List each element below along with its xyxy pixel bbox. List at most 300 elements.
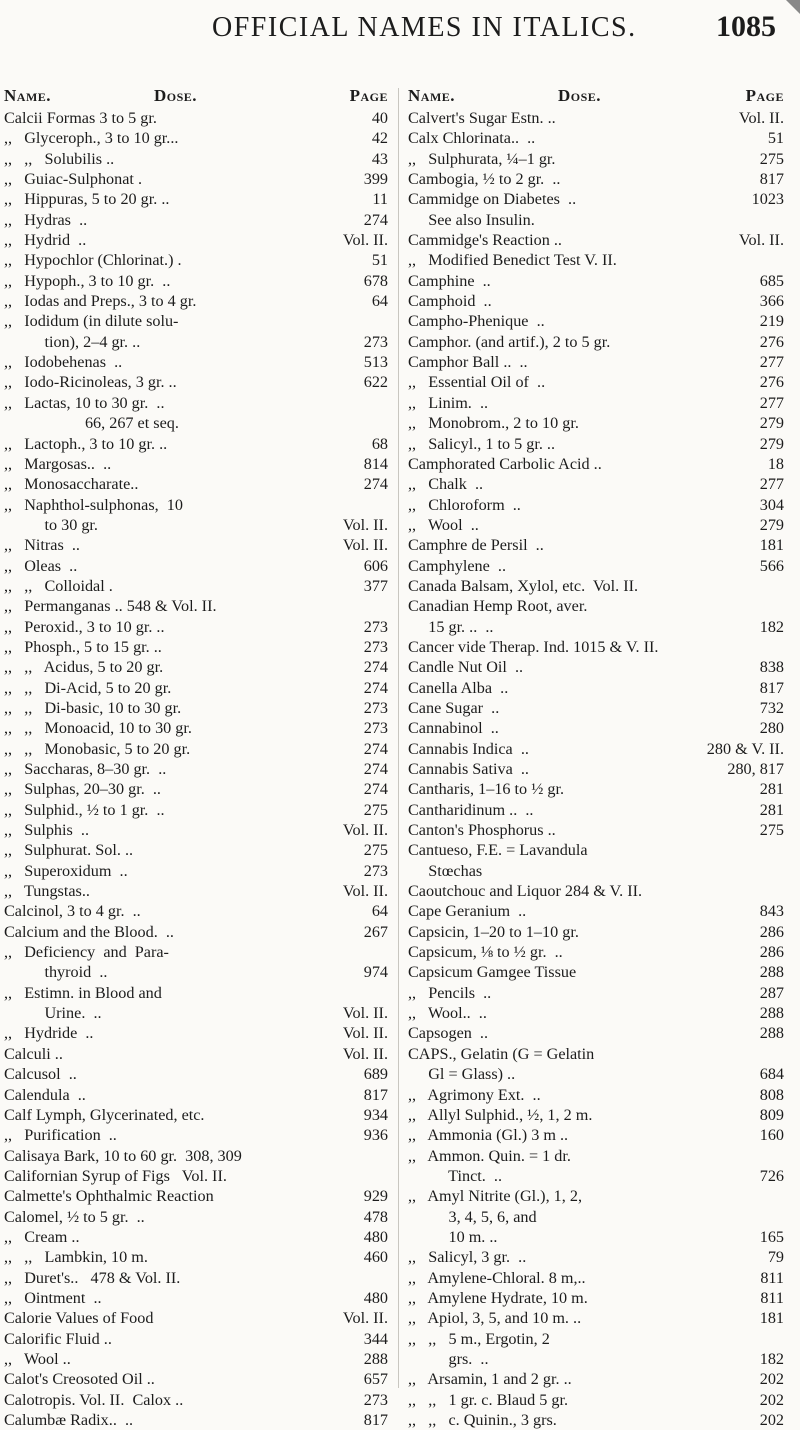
entry-text: Calomel, ½ to 5 gr. .. — [4, 1207, 145, 1226]
entry-page-ref: 273 — [363, 719, 388, 738]
entry-text: Capsogen .. — [408, 1024, 489, 1043]
index-entry — [4, 1329, 388, 1349]
entry-page-ref: 726 — [759, 1166, 784, 1185]
entry-text: ,, Hippuras, 5 to 20 gr. .. — [4, 190, 170, 209]
index-entry — [408, 617, 784, 637]
index-entry — [4, 840, 388, 860]
entry-text: ,, Duret's.. 478 & Vol. II. — [4, 1268, 181, 1287]
entry-text: ,, Phosph., 5 to 15 gr. .. — [4, 637, 162, 656]
index-entry — [4, 1247, 388, 1267]
entry-text: Camphorated Carbolic Acid .. — [408, 454, 602, 473]
index-entry — [408, 922, 784, 942]
entry-page-ref: 277 — [759, 393, 784, 412]
entry-text: ,, Iodobehenas .. — [4, 353, 123, 372]
entry-page-ref: 273 — [363, 332, 388, 351]
entry-text: ,, Sulphurata, ¼–1 gr. — [408, 149, 556, 168]
running-title: OFFICIAL NAMES IN ITALICS. — [212, 12, 637, 43]
index-entry — [408, 657, 784, 677]
index-entry — [4, 1125, 388, 1145]
index-entry — [4, 1349, 388, 1369]
entry-text: ,, Estimn. in Blood and — [4, 983, 162, 1002]
entry-text: Cammidge's Reaction .. — [408, 231, 562, 250]
index-entry — [408, 637, 784, 657]
index-entry — [408, 820, 784, 840]
entry-text: Calculi .. — [4, 1044, 63, 1063]
index-entry — [408, 332, 784, 352]
entry-page-ref: 288 — [363, 1349, 388, 1368]
entry-page-ref: 273 — [363, 617, 388, 636]
entry-page-ref: 974 — [363, 963, 388, 982]
index-entry — [4, 678, 388, 698]
entry-page-ref: 817 — [363, 1411, 388, 1429]
entry-text: ,, Chalk .. — [408, 475, 484, 494]
entry-text: Calisaya Bark, 10 to 60 gr. 308, 309 — [4, 1146, 242, 1165]
entry-page-ref: 64 — [371, 902, 388, 921]
index-entry — [408, 1329, 784, 1349]
index-entry — [408, 779, 784, 799]
entry-page-ref: 273 — [363, 861, 388, 880]
entry-text: to 30 gr. — [4, 515, 98, 534]
entry-page-ref: 566 — [759, 556, 784, 575]
index-entry — [408, 739, 784, 759]
entry-page-ref: 288 — [759, 1024, 784, 1043]
index-entry — [4, 1268, 388, 1288]
entry-page-ref: 64 — [371, 292, 388, 311]
index-entry — [408, 535, 784, 555]
index-entry — [408, 1349, 784, 1369]
index-entry — [408, 942, 784, 962]
entry-text: ,, Monobrom., 2 to 10 gr. — [408, 414, 579, 433]
index-entry — [4, 1085, 388, 1105]
index-entry — [408, 1369, 784, 1389]
column-header — [408, 86, 784, 108]
entry-page-ref: Vol. II. — [342, 515, 388, 534]
index-entry — [408, 271, 784, 291]
index-entry — [4, 189, 388, 209]
entry-page-ref: 366 — [759, 292, 784, 311]
index-entry — [4, 1105, 388, 1125]
entry-text: ,, Superoxidum .. — [4, 861, 128, 880]
index-entry — [4, 779, 388, 799]
entry-text: ,, ,, c. Quinin., 3 grs. — [408, 1411, 557, 1429]
entry-text: Canadian Hemp Root, aver. — [408, 597, 588, 616]
index-entry — [408, 1207, 784, 1227]
entry-page-ref: 274 — [363, 760, 388, 778]
index-entry — [408, 698, 784, 718]
index-entry — [4, 413, 388, 433]
entry-page-ref: 277 — [759, 475, 784, 494]
index-entry — [408, 759, 784, 779]
entry-text: Capsicum, ⅛ to ½ gr. .. — [408, 943, 563, 962]
entry-text: ,, Cream .. — [4, 1227, 80, 1246]
entry-text: ,, ,, Solubilis .. — [4, 149, 115, 168]
index-entry — [4, 149, 388, 169]
entry-text: ,, Lactoph., 3 to 10 gr. .. — [4, 434, 168, 453]
index-entry — [4, 210, 388, 230]
index-entry — [4, 759, 388, 779]
page-number: 1085 — [716, 10, 776, 43]
index-entry — [408, 474, 784, 494]
entry-text: ,, Ammonia (Gl.) 3 m .. — [408, 1126, 569, 1145]
entry-page-ref: Vol. II. — [738, 231, 784, 250]
header-name: Name. — [408, 86, 456, 105]
index-entry — [4, 1207, 388, 1227]
index-entry — [4, 576, 388, 596]
index-entry — [408, 393, 784, 413]
index-entry — [4, 1288, 388, 1308]
entry-text: ,, Permanganas .. 548 & Vol. II. — [4, 597, 217, 616]
index-entry — [408, 1023, 784, 1043]
index-entry — [4, 1166, 388, 1186]
index-entry — [408, 1308, 784, 1328]
index-entry — [4, 535, 388, 555]
entry-text: Calcusol .. — [4, 1065, 77, 1084]
entry-page-ref: 274 — [363, 739, 388, 758]
entry-page-ref: 811 — [760, 1268, 784, 1287]
index-entry — [408, 881, 784, 901]
entry-text: ,, ,, 5 m., Ergotin, 2 — [408, 1329, 550, 1348]
index-entry — [4, 617, 388, 637]
entry-text: tion), 2–4 gr. .. — [4, 332, 141, 351]
entry-text: ,, Linim. .. — [408, 393, 489, 412]
entry-page-ref: 202 — [759, 1390, 784, 1409]
entry-text: 10 m. .. — [408, 1227, 498, 1246]
entry-page-ref: 817 — [363, 1085, 388, 1104]
entry-page-ref: 287 — [759, 983, 784, 1002]
entry-text: ,, Ammon. Quin. = 1 dr. — [408, 1146, 571, 1165]
index-entry — [408, 1064, 784, 1084]
entry-page-ref: 280 & V. II. — [706, 739, 784, 758]
header-dose: Dose. — [558, 86, 602, 105]
entry-page-ref: 279 — [759, 434, 784, 453]
entry-text: ,, Sulphid., ½ to 1 gr. .. — [4, 800, 165, 819]
entry-text: ,, Deficiency and Para- — [4, 943, 169, 962]
entry-text: grs. .. — [408, 1349, 489, 1368]
entry-page-ref: 460 — [363, 1248, 388, 1267]
index-entry — [408, 128, 784, 148]
index-entry — [4, 718, 388, 738]
entry-page-ref: 267 — [363, 922, 388, 941]
entry-page-ref: 275 — [759, 149, 784, 168]
index-entry — [408, 189, 784, 209]
index-entry — [408, 678, 784, 698]
entry-page-ref: Vol. II. — [342, 882, 388, 901]
entry-page-ref: 202 — [759, 1370, 784, 1389]
entry-text: Calorific Fluid .. — [4, 1329, 112, 1348]
entry-text: Cane Sugar .. — [408, 698, 500, 717]
entry-page-ref: 480 — [363, 1227, 388, 1246]
entry-text: ,, Purification .. — [4, 1126, 117, 1145]
entry-page-ref: 606 — [363, 556, 388, 575]
entry-page-ref: 811 — [760, 1288, 784, 1307]
entry-page-ref: 817 — [759, 170, 784, 189]
entry-page-ref: 344 — [363, 1329, 388, 1348]
entry-page-ref: 1023 — [751, 190, 784, 209]
entry-page-ref: 274 — [363, 780, 388, 799]
entry-text: ,, Oleas .. — [4, 556, 78, 575]
entry-text: ,, Guiac-Sulphonat . — [4, 170, 143, 189]
header-dose: Dose. — [154, 86, 198, 105]
entry-page-ref: 622 — [363, 373, 388, 392]
entry-text: ,, ,, Monoacid, 10 to 30 gr. — [4, 719, 192, 738]
entry-page-ref: 181 — [759, 1309, 784, 1328]
entry-page-ref: Vol. II. — [342, 1309, 388, 1328]
entry-page-ref: 678 — [363, 271, 388, 290]
index-entry — [4, 1064, 388, 1084]
entry-text: ,, Ointment .. — [4, 1288, 102, 1307]
index-entry — [408, 149, 784, 169]
entry-page-ref: 685 — [759, 271, 784, 290]
index-entry — [4, 495, 388, 515]
index-entry — [408, 1125, 784, 1145]
entry-page-ref: 274 — [363, 210, 388, 229]
entry-text: ,, ,, Acidus, 5 to 20 gr. — [4, 658, 164, 677]
index-entry — [4, 922, 388, 942]
index-entry — [408, 413, 784, 433]
entry-text: ,, Hypoph., 3 to 10 gr. .. — [4, 271, 171, 290]
entry-page-ref: 513 — [363, 353, 388, 372]
index-entry — [4, 556, 388, 576]
index-entry — [408, 556, 784, 576]
entry-text: ,, Amyl Nitrite (Gl.), 1, 2, — [408, 1187, 582, 1206]
header-page: Page — [349, 86, 388, 105]
index-entry — [4, 352, 388, 372]
entry-text: ,, Monosaccharate.. — [4, 475, 139, 494]
index-entry — [408, 1390, 784, 1410]
entry-text: Candle Nut Oil .. — [408, 658, 524, 677]
entry-text: Calot's Creosoted Oil .. — [4, 1370, 155, 1389]
header-name: Name. — [4, 86, 52, 105]
index-entry — [4, 1186, 388, 1206]
entry-text: Calx Chlorinata.. .. — [408, 129, 536, 148]
index-entry — [408, 1146, 784, 1166]
index-entry — [4, 657, 388, 677]
entry-page-ref: 280, 817 — [727, 760, 784, 778]
entry-text: Calf Lymph, Glycerinated, etc. — [4, 1105, 205, 1124]
entry-page-ref: 274 — [363, 678, 388, 697]
entry-text: ,, ,, Colloidal . — [4, 576, 113, 595]
entry-page-ref: 929 — [363, 1187, 388, 1206]
entry-page-ref: 689 — [363, 1065, 388, 1084]
entry-text: 15 gr. .. .. — [408, 617, 494, 636]
index-entry — [4, 393, 388, 413]
entry-page-ref: 288 — [759, 963, 784, 982]
index-entry — [408, 983, 784, 1003]
entry-text: CAPS., Gelatin (G = Gelatin — [408, 1044, 595, 1063]
entry-text: Calcium and the Blood. .. — [4, 922, 174, 941]
entry-text: Calcii Formas 3 to 5 gr. — [4, 109, 157, 127]
entry-text: ,, Arsamin, 1 and 2 gr. .. — [408, 1370, 572, 1389]
entry-text: Camphor Ball .. .. — [408, 353, 528, 372]
entry-page-ref: 480 — [363, 1288, 388, 1307]
index-entry — [4, 1227, 388, 1247]
index-entry — [4, 1369, 388, 1389]
entry-text: Urine. .. — [4, 1004, 102, 1023]
entry-text: Canada Balsam, Xylol, etc. Vol. II. — [408, 576, 639, 595]
entry-text: ,, Sulphas, 20–30 gr. .. — [4, 780, 161, 799]
index-entry — [4, 108, 388, 128]
entry-text: Capsicin, 1–20 to 1–10 gr. — [408, 922, 579, 941]
entry-text: ,, Iodas and Preps., 3 to 4 gr. — [4, 292, 197, 311]
entry-page-ref: 273 — [363, 698, 388, 717]
entry-text: ,, Naphthol-sulphonas, 10 — [4, 495, 183, 514]
entry-text: Caoutchouc and Liquor 284 & V. II. — [408, 882, 643, 901]
index-entry — [408, 1003, 784, 1023]
entry-text: Calvert's Sugar Estn. .. — [408, 109, 556, 127]
entry-page-ref: 934 — [363, 1105, 388, 1124]
index-entry — [4, 983, 388, 1003]
entry-text: Canella Alba .. — [408, 678, 509, 697]
entry-page-ref: 684 — [759, 1065, 784, 1084]
entry-page-ref: 68 — [371, 434, 388, 453]
entry-text: ,, ,, 1 gr. c. Blaud 5 gr. — [408, 1390, 569, 1409]
index-entry — [408, 718, 784, 738]
entry-text: ,, Modified Benedict Test V. II. — [408, 251, 617, 270]
entry-page-ref: Vol. II. — [342, 821, 388, 840]
entry-page-ref: 304 — [759, 495, 784, 514]
index-entry — [408, 210, 784, 230]
index-entry — [4, 820, 388, 840]
entry-page-ref: 40 — [371, 109, 388, 127]
entry-text: Calumbæ Radix.. .. — [4, 1411, 134, 1429]
entry-page-ref: 18 — [767, 454, 784, 473]
entry-text: Cambogia, ½ to 2 gr. .. — [408, 170, 561, 189]
entry-page-ref: 817 — [759, 678, 784, 697]
entry-text: ,, Hydride .. — [4, 1024, 94, 1043]
index-entry — [4, 881, 388, 901]
index-entry — [408, 1227, 784, 1247]
entry-text: ,, Apiol, 3, 5, and 10 m. .. — [408, 1309, 582, 1328]
index-entry — [4, 1003, 388, 1023]
entry-text: ,, Pencils .. — [408, 983, 492, 1002]
entry-text: Gl = Glass) .. — [408, 1065, 516, 1084]
entry-text: ,, Sulphurat. Sol. .. — [4, 841, 134, 860]
column-divider — [398, 88, 399, 1388]
index-entry — [408, 962, 784, 982]
index-entry — [4, 698, 388, 718]
index-entry — [4, 474, 388, 494]
entry-text: ,, Essential Oil of .. — [408, 373, 546, 392]
entry-text: thyroid .. — [4, 963, 108, 982]
index-entry — [4, 311, 388, 331]
entry-text: Canton's Phosphorus .. — [408, 821, 556, 840]
entry-page-ref: 160 — [759, 1126, 784, 1145]
index-entry — [4, 128, 388, 148]
entry-text: Camphor. (and artif.), 2 to 5 gr. — [408, 332, 611, 351]
index-entry — [4, 230, 388, 250]
entry-page-ref: 275 — [363, 800, 388, 819]
entry-text: Stœchas — [408, 861, 483, 880]
entry-text: ,, Glyceroph., 3 to 10 gr... — [4, 129, 179, 148]
entry-page-ref: 51 — [767, 129, 784, 148]
index-entry — [408, 1085, 784, 1105]
index-entry — [408, 576, 784, 596]
entry-text: ,, Salicyl., 1 to 5 gr. .. — [408, 434, 556, 453]
entry-text: ,, Margosas.. .. — [4, 454, 112, 473]
entry-page-ref: 280 — [759, 719, 784, 738]
header-page: Page — [745, 86, 784, 105]
entry-text: ,, ,, Di-Acid, 5 to 20 gr. — [4, 678, 172, 697]
entry-text: See also Insulin. — [408, 210, 535, 229]
entry-text: ,, Wool .. — [408, 515, 479, 534]
entry-page-ref: 657 — [363, 1370, 388, 1389]
entry-text: Calendula .. — [4, 1085, 86, 1104]
index-entry — [408, 901, 784, 921]
index-entry — [4, 942, 388, 962]
entry-text: ,, Wool.. .. — [408, 1004, 487, 1023]
entry-text: ,, Wool .. — [4, 1349, 71, 1368]
index-entry — [408, 1247, 784, 1267]
index-entry — [4, 332, 388, 352]
index-entry — [408, 311, 784, 331]
index-entry — [4, 637, 388, 657]
entry-page-ref: 286 — [759, 943, 784, 962]
index-entry — [4, 962, 388, 982]
index-entry — [4, 901, 388, 921]
entry-text: ,, Tungstas.. — [4, 882, 90, 901]
entry-text: ,, Chloroform .. — [408, 495, 521, 514]
index-entry — [4, 250, 388, 270]
entry-page-ref: 51 — [371, 251, 388, 270]
index-entry — [4, 739, 388, 759]
entry-page-ref: Vol. II. — [342, 1024, 388, 1043]
index-entry — [4, 434, 388, 454]
index-entry — [4, 596, 388, 616]
entry-text: Cancer vide Therap. Ind. 1015 & V. II. — [408, 637, 659, 656]
entry-page-ref: 279 — [759, 414, 784, 433]
index-entry — [408, 1268, 784, 1288]
entry-text: ,, Allyl Sulphid., ½, 1, 2 m. — [408, 1105, 593, 1124]
entry-page-ref: 377 — [363, 576, 388, 595]
entry-page-ref: 181 — [759, 536, 784, 555]
index-entry — [4, 1044, 388, 1064]
running-head — [0, 8, 800, 48]
index-column-right — [408, 86, 784, 1430]
entry-page-ref: 281 — [759, 800, 784, 819]
entry-page-ref: 279 — [759, 515, 784, 534]
index-entry — [408, 372, 784, 392]
entry-page-ref: 11 — [372, 190, 388, 209]
entry-text: ,, Hydras .. — [4, 210, 88, 229]
entry-page-ref: 286 — [759, 922, 784, 941]
entry-page-ref: 276 — [759, 332, 784, 351]
entry-page-ref: Vol. II. — [342, 1004, 388, 1023]
index-entry — [4, 861, 388, 881]
entry-page-ref: 42 — [371, 129, 388, 148]
entry-text: ,, Nitras .. — [4, 536, 80, 555]
entry-page-ref: 732 — [759, 698, 784, 717]
entry-page-ref: 182 — [759, 617, 784, 636]
index-entry — [408, 800, 784, 820]
index-entry — [408, 108, 784, 128]
entry-text: Camphine .. — [408, 271, 491, 290]
index-entry — [408, 454, 784, 474]
index-entry — [408, 169, 784, 189]
entry-page-ref: 274 — [363, 658, 388, 677]
entry-page-ref: 275 — [759, 821, 784, 840]
entry-page-ref: 43 — [371, 149, 388, 168]
index-entry — [4, 1146, 388, 1166]
entry-text: ,, Amylene-Chloral. 8 m,.. — [408, 1268, 586, 1287]
entry-page-ref: 838 — [759, 658, 784, 677]
index-entry — [408, 291, 784, 311]
entry-text: ,, ,, Di-basic, 10 to 30 gr. — [4, 698, 182, 717]
entry-text: ,, ,, Lambkin, 10 m. — [4, 1248, 148, 1267]
index-entry — [4, 1410, 388, 1430]
index-entry — [408, 1288, 784, 1308]
index-entry — [4, 271, 388, 291]
entry-text: Camphoid .. — [408, 292, 492, 311]
